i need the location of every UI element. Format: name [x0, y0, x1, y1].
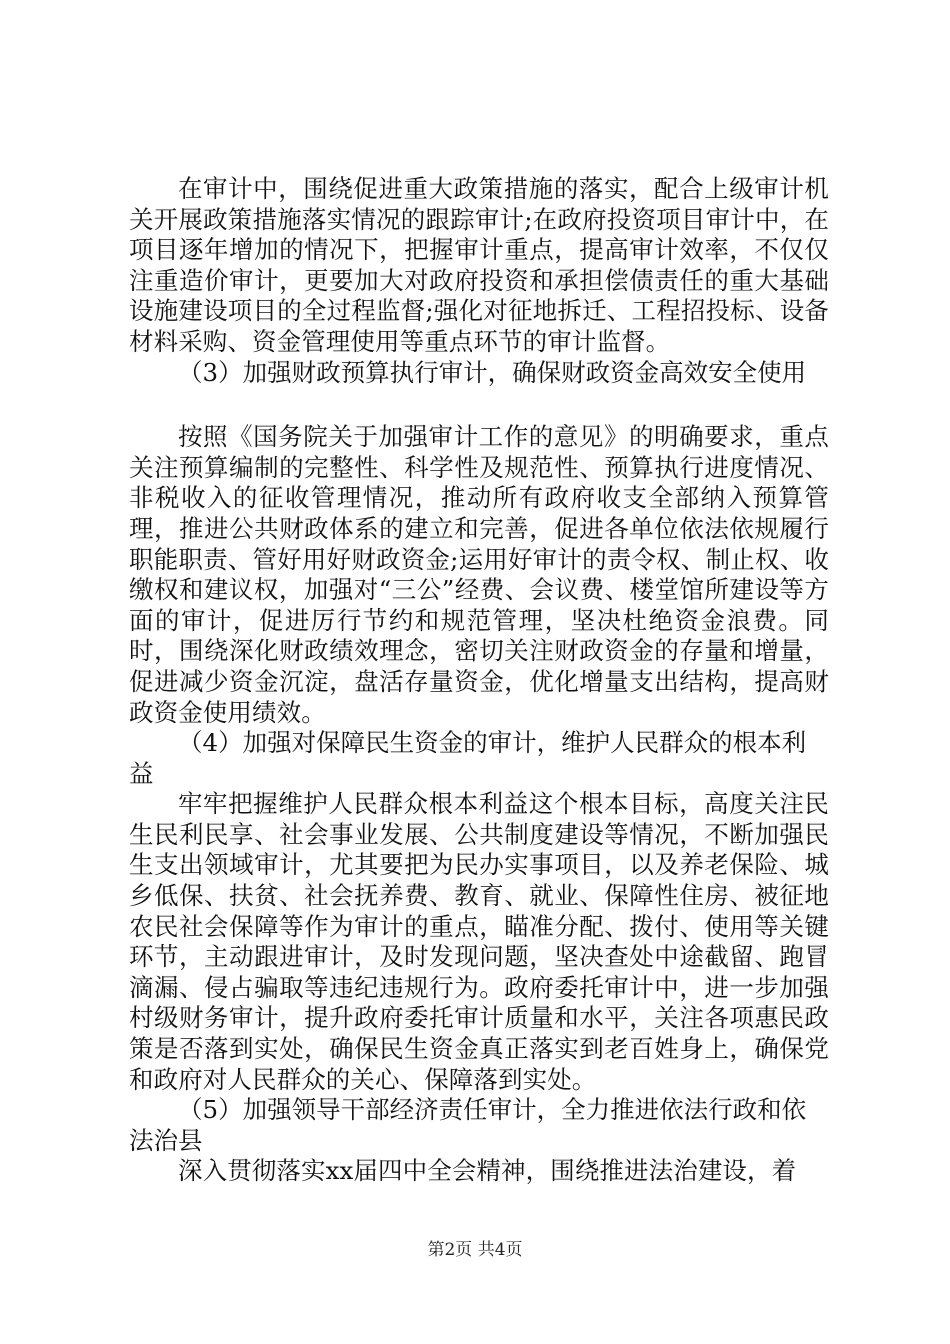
paragraph-leadership-audit: 深入贯彻落实xx届四中全会精神，围绕推进法治建设，着: [178, 1156, 797, 1186]
paragraph-livelihood-audit: 牢牢把握维护人民群众根本利益这个根本目标，高度关注民生民利民享、社会事业发展、公共制度建设等情况，不断加强民生支出领域审计，尤其要把为民办实事项目，以及养老保险、城乡低保、扶贫、社会抚养费、教育、就业、保障性住房、被征地农民社会保障等作为审计的重点，瞄准分配、拨付、使用等关键环节，主动跟进审计，及时发现问题，坚决查处中途截留、跑冒滴漏、侵占骗取等违纪违规行为。政府委托审计中，进一步加强村级财务审计，提升政府委托审计质量和水平，关注各项惠民政策是否落到实处，确保民生资金真正落实到老百姓身上，确保党和政府对人民群众的关心、保障落到实处。: [129, 789, 829, 1094]
heading-budget-audit: （3）加强财政预算执行审计，确保财政资金高效安全使用: [178, 357, 807, 387]
paragraph-budget-audit: 按照《国务院关于加强审计工作的意见》的明确要求，重点关注预算编制的完整性、科学性及规范性、预算执行进度情况、非税收入的征收管理情况，推动所有政府收支全部纳入预算管理，推进公共财政体系的建立和完善，促进各单位依法依规履行职能职责、管好用好财政资金;运用好审计的责令权、制止权、收缴权和建议权，加强对“三公”经费、会议费、楼堂馆所建设等方面的审计，促进厉行节约和规范管理，坚决杜绝资金浪费。同时，围绕深化财政绩效理念，密切关注财政资金的存量和增量，促进减少资金沉淀，盘活存量资金，优化增量支出结构，提高财政资金使用绩效。: [129, 422, 829, 727]
paragraph-gap: [129, 388, 829, 422]
document-body: [129, 174, 829, 1187]
page-number-footer: 第2页 共4页: [427, 1240, 523, 1260]
heading-livelihood-audit: （4）加强对保障民生资金的审计，维护人民群众的根本利益: [129, 728, 807, 788]
paragraph-audit-policy: 在审计中，围绕促进重大政策措施的落实，配合上级审计机关开展政策措施落实情况的跟踪审计;在政府投资项目审计中，在项目逐年增加的情况下，把握审计重点，提高审计效率，不仅仅注重造价审计，更要加大对政府投资和承担偿债责任的重大基础设施建设项目的全过程监督;强化对征地拆迁、工程招投标、设备材料采购、资金管理使用等重点环节的审计监督。: [129, 174, 829, 356]
heading-leadership-audit: （5）加强领导干部经济责任审计，全力推进依法行政和依法治县: [129, 1095, 807, 1155]
